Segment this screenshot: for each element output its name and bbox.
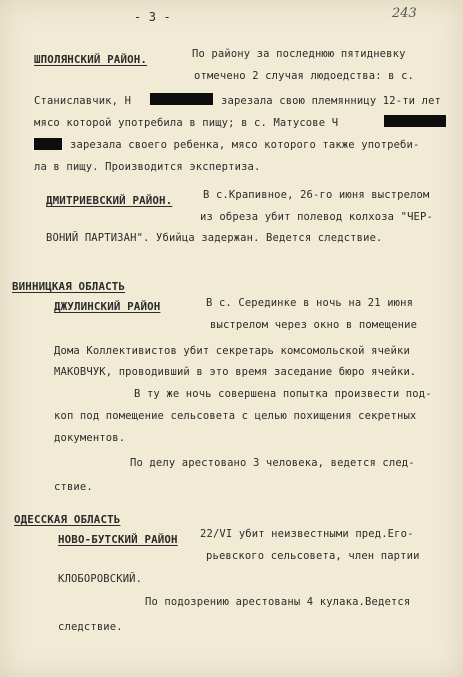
archive-number: 243 bbox=[392, 6, 417, 21]
odessa-line-2: рьевского сельсовета, член партии bbox=[206, 550, 420, 562]
district-heading-dmitrievsky: ДМИТРИЕВСКИЙ РАЙОН. bbox=[46, 194, 173, 207]
vinnitsa-line-5: В ту же ночь совершена попытка произвести под- bbox=[134, 388, 432, 400]
dmitrievsky-line-1: В с.Крапивное, 26-го июня выстрелом bbox=[203, 189, 430, 201]
shpolyansky-line-3b: зарезала свою племянницу 12-ти лет bbox=[221, 95, 442, 107]
shpolyansky-line-6: ла в пищу. Производится экспертиза. bbox=[34, 161, 261, 173]
shpolyansky-line-5: зарезала своего ребенка, мясо которого также употреби- bbox=[70, 139, 420, 151]
page-number: - 3 - bbox=[134, 10, 171, 24]
vinnitsa-line-8: По делу арестовано 3 человека, ведется след- bbox=[130, 457, 415, 469]
district-heading-dzhulinsky: ДЖУЛИНСКИЙ РАЙОН bbox=[54, 300, 161, 313]
district-heading-shpolyansky: ШПОЛЯНСКИЙ РАЙОН. bbox=[34, 53, 148, 66]
shpolyansky-line-3a: Станиславчик, Н bbox=[34, 95, 132, 107]
vinnitsa-line-4: МАКОВЧУК, проводивший в это время заседание бюро ячейки. bbox=[54, 366, 417, 378]
vinnitsa-line-7: документов. bbox=[54, 432, 126, 444]
district-heading-novo-butsky: НОВО-БУТСКИЙ РАЙОН bbox=[58, 533, 178, 546]
vinnitsa-line-1: В с. Серединке в ночь на 21 июня bbox=[206, 297, 414, 309]
dmitrievsky-line-2: из обреза убит полевод колхоза "ЧЕР- bbox=[200, 211, 433, 223]
redaction-block-1 bbox=[150, 93, 213, 105]
shpolyansky-line-2: отмечено 2 случая людоедства: в с. bbox=[194, 70, 415, 82]
vinnitsa-line-9: ствие. bbox=[54, 481, 93, 493]
odessa-line-3: КЛОБОРОВСКИЙ. bbox=[58, 573, 143, 585]
vinnitsa-line-2: выстрелом через окно в помещение bbox=[210, 319, 418, 331]
shpolyansky-line-4: мясо которой употребила в пищу; в с. Матусове Ч bbox=[34, 117, 339, 129]
redaction-block-3 bbox=[34, 138, 62, 150]
dmitrievsky-line-3: ВОНИЙ ПАРТИЗАН". Убийца задержан. Ведется следствие. bbox=[46, 232, 383, 244]
odessa-line-5: следствие. bbox=[58, 621, 123, 633]
redaction-block-2 bbox=[384, 115, 446, 127]
vinnitsa-line-6: коп под помещение сельсовета с целью похищения секретных bbox=[54, 410, 417, 422]
shpolyansky-line-1: По району за последнюю пятидневку bbox=[192, 48, 406, 60]
region-heading-odessa: ОДЕССКАЯ ОБЛАСТЬ bbox=[14, 513, 121, 526]
odessa-line-4: По подозрению арестованы 4 кулака.Ведется bbox=[145, 596, 411, 608]
vinnitsa-line-3: Дома Коллективистов убит секретарь комсомольской ячейки bbox=[54, 345, 410, 357]
odessa-line-1: 22/VI убит неизвестными пред.Его- bbox=[200, 528, 414, 540]
region-heading-vinnitsa: ВИННИЦКАЯ ОБЛАСТЬ bbox=[12, 280, 126, 293]
